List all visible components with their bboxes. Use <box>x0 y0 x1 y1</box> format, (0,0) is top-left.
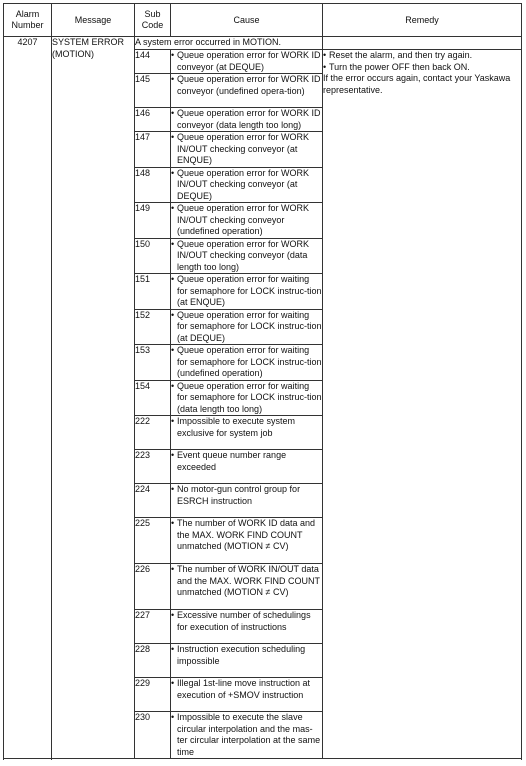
cause-text: Queue operation error for WORK IN/OUT checking conveyor (at DEQUE) <box>177 167 310 201</box>
bullet: • <box>323 50 327 60</box>
sub-code-cell: 151 <box>135 274 171 310</box>
sub-code-cell: 149 <box>135 203 171 239</box>
cause-text: Queue operation error for waiting for semaphore for LOCK instruc-tion (at ENQUE) <box>177 274 322 307</box>
alarm-table <box>3 3 522 759</box>
bullet: • <box>171 712 175 722</box>
bullet: • <box>171 380 175 391</box>
cause-text: Impossible to execute system exclusive for system job <box>177 416 296 438</box>
sub-code-cell: 144 <box>135 50 171 74</box>
header-cause: Cause <box>171 4 323 37</box>
sub-code-cell: 153 <box>135 345 171 381</box>
cause-cell <box>171 380 323 416</box>
sub-code-cell: 226 <box>135 564 171 610</box>
header-alarm-number: Alarm Number <box>4 4 52 37</box>
bullet: • <box>171 309 175 320</box>
sub-code-cell: 148 <box>135 167 171 203</box>
bullet: • <box>171 74 175 84</box>
alarm-number-cell: 4207 <box>4 37 52 759</box>
bullet: • <box>171 203 175 213</box>
cause-cell <box>171 238 323 274</box>
cause-cell <box>171 450 323 484</box>
cause-text: The number of WORK ID data and the MAX. WORK FIND COUNT unmatched (MOTION ≠ CV) <box>177 518 316 551</box>
cause-text: Illegal 1st-line move instruction at execution of +SMOV instruction <box>177 678 311 700</box>
cause-text: Queue operation error for WORK ID conveyor (data length too long) <box>177 108 321 130</box>
remedy-text: If the error occurs again, contact your Yaskawa representative. <box>323 73 511 95</box>
cause-cell <box>171 108 323 132</box>
cause-cell <box>171 203 323 239</box>
cause-text: Impossible to execute the slave circular interpolation and the mas-ter circular interpolation at the same time <box>177 712 321 757</box>
cause-cell <box>171 678 323 712</box>
bullet: • <box>171 50 175 60</box>
cause-cell <box>171 74 323 108</box>
cause-text: Queue operation error for WORK ID conveyor (at DEQUE) <box>177 50 321 72</box>
bullet: • <box>171 238 175 249</box>
remedy-item <box>323 50 521 62</box>
sub-code-cell: 223 <box>135 450 171 484</box>
alarm-note: A system error occurred in MOTION. <box>135 37 323 50</box>
cause-cell <box>171 274 323 310</box>
sub-code-cell: 152 <box>135 309 171 345</box>
cause-text: Instruction execution scheduling impossible <box>177 644 306 666</box>
cause-cell <box>171 712 323 759</box>
cause-text: Queue operation error for WORK IN/OUT checking conveyor (data length too long) <box>177 238 310 272</box>
cause-text: Excessive number of schedulings for execution of instructions <box>177 610 311 632</box>
sub-code-cell: 146 <box>135 108 171 132</box>
sub-code-cell: 150 <box>135 238 171 274</box>
cause-text: No motor-gun control group for ESRCH instruction <box>177 484 301 506</box>
header-row <box>4 4 522 37</box>
bullet: • <box>171 610 175 620</box>
bullet: • <box>171 678 175 688</box>
alarm-table-body <box>4 37 522 759</box>
cause-text: The number of WORK IN/OUT data and the MAX. WORK FIND COUNT unmatched (MOTION ≠ CV) <box>177 564 320 597</box>
bullet: • <box>171 518 175 528</box>
bullet: • <box>171 132 175 142</box>
sub-code-cell: 222 <box>135 416 171 450</box>
cause-cell <box>171 564 323 610</box>
cause-cell <box>171 518 323 564</box>
cause-cell <box>171 644 323 678</box>
bullet: • <box>171 108 175 118</box>
sub-code-cell: 225 <box>135 518 171 564</box>
header-sub-code: Sub Code <box>135 4 171 37</box>
sub-code-cell: 154 <box>135 380 171 416</box>
remedy-text: Reset the alarm, and then try again. <box>329 50 473 60</box>
cause-cell <box>171 167 323 203</box>
sub-code-cell: 230 <box>135 712 171 759</box>
bullet: • <box>171 416 175 426</box>
bullet: • <box>323 61 327 72</box>
bullet: • <box>171 644 175 654</box>
bullet: • <box>171 564 175 574</box>
cause-cell <box>171 484 323 518</box>
bullet: • <box>171 345 175 355</box>
cause-text: Queue operation error for waiting for semaphore for LOCK instruc-tion (data length too long) <box>177 380 322 414</box>
sub-code-cell: 229 <box>135 678 171 712</box>
header-message: Message <box>52 4 135 37</box>
cause-text: Queue operation error for WORK IN/OUT checking conveyor (undefined operation) <box>177 203 310 236</box>
cause-cell <box>171 132 323 168</box>
sub-code-cell: 145 <box>135 74 171 108</box>
sub-code-cell: 147 <box>135 132 171 168</box>
cause-cell <box>171 309 323 345</box>
bullet: • <box>171 274 175 284</box>
cause-text: Queue operation error for waiting for semaphore for LOCK instruc-tion (at DEQUE) <box>177 309 322 343</box>
header-remedy: Remedy <box>323 4 522 37</box>
sub-code-cell: 227 <box>135 610 171 644</box>
cause-text: Queue operation error for WORK ID conveyor (undefined opera-tion) <box>177 74 321 96</box>
cause-text: Event queue number range exceeded <box>177 450 287 472</box>
remedy-item <box>323 62 521 74</box>
alarm-message-cell: SYSTEM ERROR (MOTION) <box>52 37 135 759</box>
remedy-spacer <box>323 37 522 50</box>
cause-cell <box>171 50 323 74</box>
remedy-cell <box>323 50 522 759</box>
table-row-note <box>4 37 522 50</box>
sub-code-cell: 228 <box>135 644 171 678</box>
cause-cell <box>171 416 323 450</box>
bullet: • <box>171 484 175 494</box>
bullet: • <box>171 167 175 178</box>
remedy-text: Turn the power OFF then back ON. <box>329 61 470 72</box>
cause-text: Queue operation error for waiting for semaphore for LOCK instruc-tion (undefined operation) <box>177 345 322 378</box>
cause-text: Queue operation error for WORK IN/OUT checking conveyor (at ENQUE) <box>177 132 310 165</box>
bullet: • <box>171 450 175 460</box>
cause-cell <box>171 345 323 381</box>
cause-cell <box>171 610 323 644</box>
sub-code-cell: 224 <box>135 484 171 518</box>
